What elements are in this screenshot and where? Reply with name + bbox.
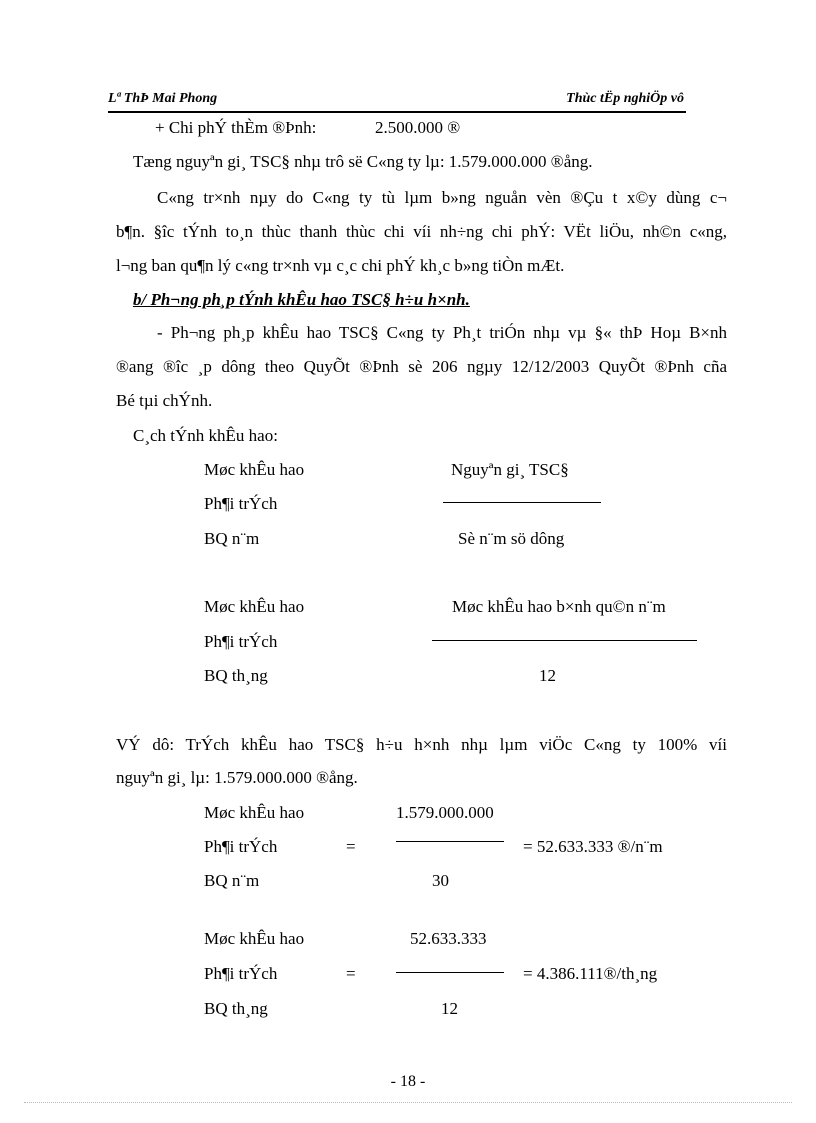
paragraph-1-line-3: l¬ng ban qu¶n lý c«ng tr×nh vµ c¸c chi phÝ kh¸c b»ng tiÒn mÆt.	[116, 256, 565, 275]
formula-2-label-1: Møc khÊu hao	[204, 597, 305, 616]
formula-3-denominator: 30	[432, 871, 449, 890]
formula-2-fraction-bar	[432, 640, 697, 641]
formula-4-label-1: Møc khÊu hao	[204, 929, 305, 948]
formula-4-denominator: 12	[441, 999, 458, 1018]
formula-4-result: = 4.386.111®/th¸ng	[523, 964, 658, 983]
formula-2-label-2: Ph¶i trÝch	[204, 632, 278, 651]
page-bottom-border	[24, 1102, 792, 1103]
formula-2-numerator: Møc khÊu hao b×nh qu©n n¨m	[452, 597, 666, 616]
formula-1-denominator: Sè n¨m sö dông	[458, 529, 565, 548]
formula-3-fraction-bar	[396, 841, 504, 842]
formula-2-denominator: 12	[539, 666, 556, 685]
example-line-2: nguyªn gi¸ lµ: 1.579.000.000 ®ång.	[116, 768, 358, 787]
formula-3-label-3: BQ n¨m	[204, 871, 260, 890]
cost-label: + Chi phÝ thÈm ®Þnh:	[155, 118, 317, 137]
cost-value: 2.500.000 ®	[375, 118, 461, 137]
formula-2-label-3: BQ th¸ng	[204, 666, 268, 685]
paragraph-1-line-1: C«ng tr×nh nµy do C«ng ty tù lµm b»ng nguån vèn ®Çu t x©y dùng c¬	[157, 188, 727, 207]
section-heading: b/ Ph¬ng ph¸p tÝnh khÊu hao TSC§ h÷u h×nh.	[133, 290, 470, 309]
formula-4-label-3: BQ th¸ng	[204, 999, 268, 1018]
header-rule	[108, 111, 686, 113]
formula-3-numerator: 1.579.000.000	[396, 803, 494, 822]
method-label: C¸ch tÝnh khÊu hao:	[133, 426, 278, 445]
total-cost-line: Tæng nguyªn gi¸ TSC§ nhµ trô së C«ng ty lµ: 1.579.000.000 ®ång.	[133, 152, 593, 171]
paragraph-2-line-1: - Ph¬ng ph¸p khÊu hao TSC§ C«ng ty Ph¸t triÓn nhµ vµ §« thÞ Hoµ B×nh	[157, 323, 727, 342]
formula-3-equals: =	[346, 837, 356, 856]
paragraph-2-line-3: Bé tµi chÝnh.	[116, 391, 213, 410]
formula-3-label-1: Møc khÊu hao	[204, 803, 305, 822]
formula-4-numerator: 52.633.333	[410, 929, 487, 948]
formula-3-result: = 52.633.333 ®/n¨m	[523, 837, 663, 856]
formula-1-fraction-bar	[443, 502, 601, 503]
formula-4-fraction-bar	[396, 972, 504, 973]
formula-1-label-1: Møc khÊu hao	[204, 460, 305, 479]
formula-1-numerator: Nguyªn gi¸ TSC§	[451, 460, 569, 479]
paragraph-1-line-2: b¶n. §îc tÝnh to¸n thùc thanh thùc chi víi nh÷ng chi phÝ: VËt liÖu, nh©n c«ng,	[116, 222, 727, 241]
header-title: Thùc tËp nghiÖp vô	[566, 91, 684, 106]
header-author: Lª ThÞ Mai Phong	[108, 91, 218, 106]
example-line-1: VÝ dô: TrÝch khÊu hao TSC§ h÷u h×nh nhµ lµm viÖc C«ng ty 100% víi	[116, 735, 727, 754]
formula-1-label-2: Ph¶i trÝch	[204, 494, 278, 513]
formula-4-equals: =	[346, 964, 356, 983]
page-number: - 18 -	[390, 1073, 426, 1090]
formula-3-label-2: Ph¶i trÝch	[204, 837, 278, 856]
formula-4-label-2: Ph¶i trÝch	[204, 964, 278, 983]
paragraph-2-line-2: ®ang ®îc ¸p dông theo QuyÕt ®Þnh sè 206 ngµy 12/12/2003 QuyÕt ®Þnh cña	[116, 357, 727, 376]
formula-1-label-3: BQ n¨m	[204, 529, 260, 548]
